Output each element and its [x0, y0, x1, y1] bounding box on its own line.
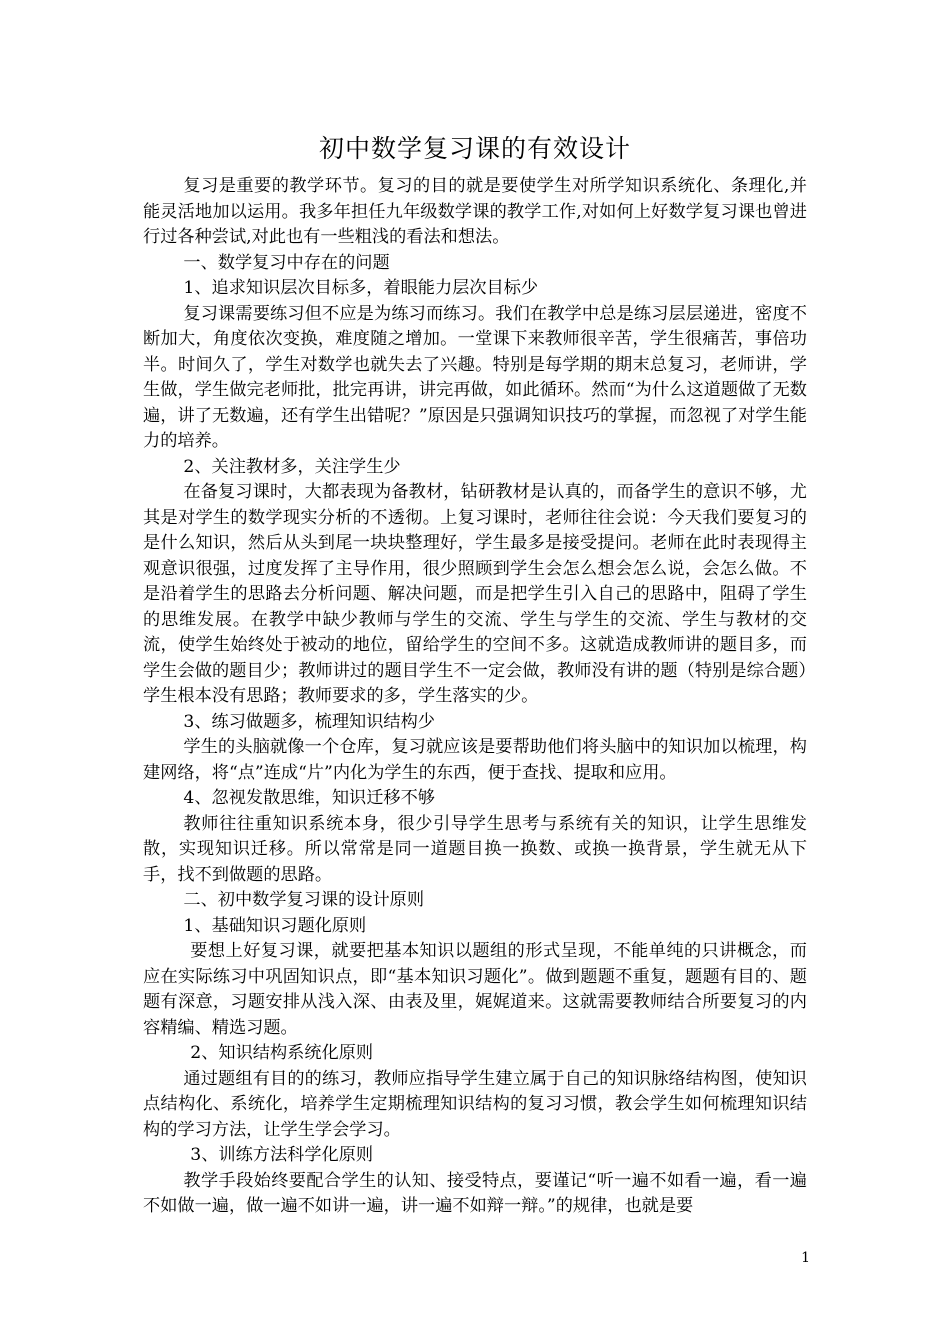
subsection-heading: 1、追求知识层次目标多，着眼能力层次目标少 [183, 278, 539, 298]
subsection-heading: 4、忽视发散思维，知识迁移不够 [183, 788, 435, 808]
section-heading: 一、数学复习中存在的问题 [183, 252, 390, 273]
subsection-heading: 3、练习做题多，梳理知识结构少 [183, 711, 435, 732]
paragraph: 在备复习课时，大都表现为备教材，钻研教材是认真的，而备学生的意识不够，尤其是对学生的数学现实分析的不透彻。上复习课时，老师往往会说：今天我们要复习的是什么知识，然后从头到尾一块块整理好，学生最多是接受提问。老师在此时表现得主观意识很强，过度发挥了主导作用，很少照顾到学生会怎么想会怎么说，会怎么做。不是沿着学生的思路去分析问题、解决问题，而是把学生引入自己的思路中，阻碍了学生的思维发展。在教学中缺少教师与学生的交流、学生与学生的交流、学生与教材的交流，使学生始终处于被动的地位，留给学生的空间不多。这就造成教师讲的题目多，而学生会做的题目少；教师讲过的题目学生不一定会做，教师没有讲的题（特别是综合题）学生根本没有思路；教师要求的多，学生落实的少。 [143, 482, 807, 706]
subsection-heading: 2、关注教材多，关注学生少 [183, 456, 401, 477]
paragraph: 学生的头脑就像一个仓库，复习就应该是要帮助他们将头脑中的知识加以梳理，构建网络，将“点”连成“片”内化为学生的东西，便于查找、提取和应用。 [143, 737, 807, 783]
document-body [143, 174, 807, 1220]
paragraph: 复习是重要的教学环节。复习的目的就是要使学生对所学知识系统化、条理化,并能灵活地加以运用。我多年担任九年级数学课的教学工作,对如何上好数学复习课也曾进行过各种尝试,对此也有一些粗浅的看法和想法。 [143, 176, 807, 247]
section-heading: 二、初中数学复习课的设计原则 [183, 890, 425, 910]
paragraph: 教师往往重知识系统本身，很少引导学生思考与系统有关的知识，让学生思维发散，实现知识迁移。所以常常是同一道题目换一换数、或换一换背景，学生就无从下手，找不到做题的思路。 [143, 813, 807, 885]
paragraph: 复习课需要练习但不应是为练习而练习。我们在教学中总是练习层层递进，密度不断加大，角度依次变换，难度随之增加。一堂课下来教师很辛苦，学生很痛苦，事倍功半。时间久了，学生对数学也就失去了兴趣。特别是每学期的期末总复习，老师讲，学生做，学生做完老师批，批完再讲，讲完再做，如此循环。然而“为什么这道题做了无数遍，讲了无数遍，还有学生出错呢？”原因是只强调知识技巧的掌握，而忽视了对学生能力的培养。 [143, 303, 807, 451]
subsection-heading: 2、知识结构系统化原则 [190, 1043, 374, 1063]
paragraph: 教学手段始终要配合学生的认知、接受特点，要谨记“听一遍不如看一遍，看一遍不如做一遍，做一遍不如讲一遍，讲一遍不如辩一辩。”的规律，也就是要 [143, 1170, 807, 1216]
document-title: 初中数学复习课的有效设计 [318, 134, 631, 163]
paragraph: 通过题组有目的的练习，教师应指导学生建立属于自己的知识脉络结构图，使知识点结构化、系统化，培养学生定期梳理知识结构的复习习惯，教会学生如何梳理知识结构的学习方法，让学生学会学习。 [143, 1068, 807, 1140]
paragraph: 要想上好复习课，就要把基本知识以题组的形式呈现，不能单纯的只讲概念，而应在实际练习中巩固知识点，即“基本知识习题化”。做到题题不重复，题题有目的、题题有深意，习题安排从浅入深、由表及里，娓娓道来。这就需要教师结合所要复习的内容精编、精选习题。 [143, 941, 807, 1038]
subsection-heading: 3、训练方法科学化原则 [190, 1145, 374, 1165]
page-number: 1 [801, 1250, 810, 1266]
subsection-heading: 1、基础知识习题化原则 [183, 915, 367, 936]
